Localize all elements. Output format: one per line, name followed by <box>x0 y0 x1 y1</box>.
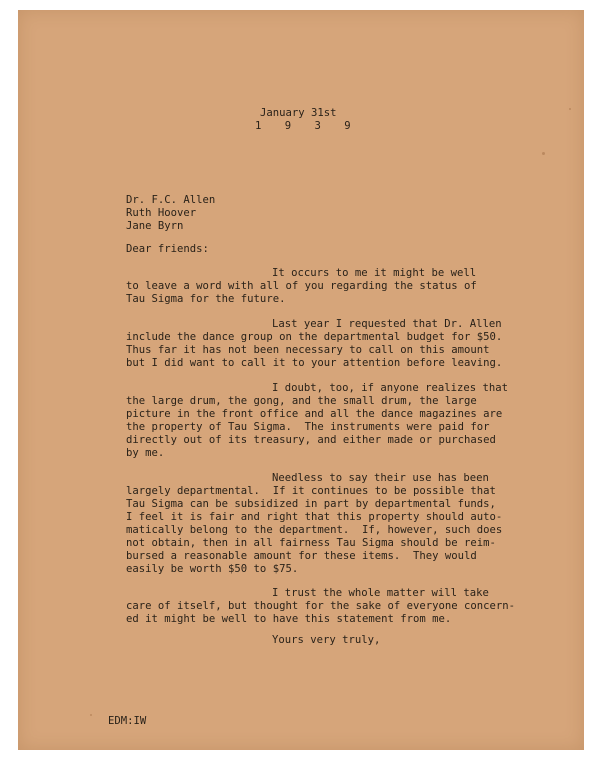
paragraph-line: Tau Sigma can be subsidized in part by departmental funds, <box>126 498 496 510</box>
paragraph-line: by me. <box>126 447 165 459</box>
paragraph-line: the large drum, the gong, and the small drum, the large <box>126 395 477 407</box>
paragraph-line: I feel it is fair and right that this property should auto- <box>126 511 503 523</box>
typist-initials: EDM:IW <box>108 715 147 727</box>
letter-page <box>18 10 584 750</box>
paragraph-line: care of itself, but thought for the sake of everyone concern- <box>126 600 516 612</box>
paragraph-line: I doubt, too, if anyone realizes that <box>272 382 508 394</box>
paragraph-line: Thus far it has not been necessary to call on this amount <box>126 344 490 356</box>
paragraph-line: include the dance group on the departmental budget for $50. <box>126 331 503 343</box>
paragraph-line: ed it might be well to have this statement from me. <box>126 613 452 625</box>
paragraph-line: matically belong to the department. If, however, such does <box>126 524 503 536</box>
paragraph-line: not obtain, then in all fairness Tau Sigma should be reim- <box>126 537 496 549</box>
paragraph-line: Tau Sigma for the future. <box>126 293 286 305</box>
paragraph-line: bursed a reasonable amount for these items. They would <box>126 550 477 562</box>
letter-year: 1 9 3 9 <box>255 120 351 132</box>
paragraph-line: the property of Tau Sigma. The instruments were paid for <box>126 421 490 433</box>
paragraph-line: largely departmental. If it continues to be possible that <box>126 485 496 497</box>
closing: Yours very truly, <box>272 634 381 646</box>
recipient-line: Jane Byrn <box>126 220 184 232</box>
paper-speck <box>542 152 545 155</box>
paragraph-line: Last year I requested that Dr. Allen <box>272 318 502 330</box>
recipient-line: Dr. F.C. Allen <box>126 194 216 206</box>
letter-date: January 31st <box>260 107 337 119</box>
paragraph-line: but I did want to call it to your attention before leaving. <box>126 357 503 369</box>
paragraph-line: Needless to say their use has been <box>272 472 489 484</box>
paper-speck <box>90 714 92 716</box>
paragraph-line: It occurs to me it might be well <box>272 267 477 279</box>
salutation: Dear friends: <box>126 243 209 255</box>
paper-speck <box>569 108 571 110</box>
paragraph-line: picture in the front office and all the dance magazines are <box>126 408 503 420</box>
paragraph-line: to leave a word with all of you regarding the status of <box>126 280 477 292</box>
paragraph-line: easily be worth $50 to $75. <box>126 563 299 575</box>
paragraph-line: I trust the whole matter will take <box>272 587 489 599</box>
recipient-line: Ruth Hoover <box>126 207 197 219</box>
paragraph-line: directly out of its treasury, and either made or purchased <box>126 434 496 446</box>
